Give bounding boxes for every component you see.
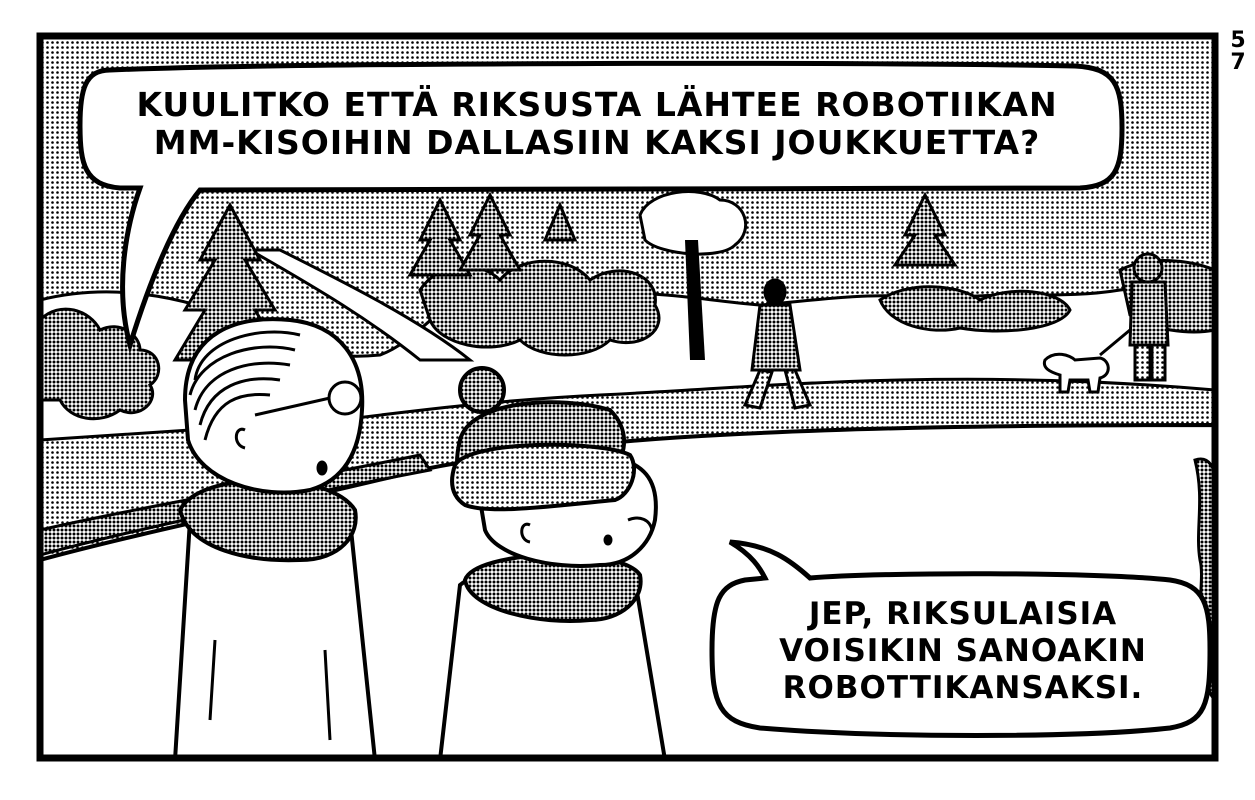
speech-line: ROBOTTIKANSAKSI. [782,670,1144,707]
page-number-digit: 7 [1230,50,1246,75]
speech-line: KUULITKO ETTÄ RIKSUSTA LÄHTEE ROBOTIIKAN [136,85,1058,124]
speech-bubble-bottom-text [728,596,1198,708]
character-glasses-man [175,319,375,760]
page-number-digit: 5 [1230,28,1246,53]
speech-line: VOISIKIN SANOAKIN [779,633,1147,670]
speech-line: MM-KISOIHIN DALLASIIN KAKSI JOUKKUETTA? [153,122,1041,162]
speech-line: JEP, RIKSULAISIA [808,596,1118,632]
page-number [1226,30,1250,74]
speech-bubble-top-text [92,86,1102,162]
